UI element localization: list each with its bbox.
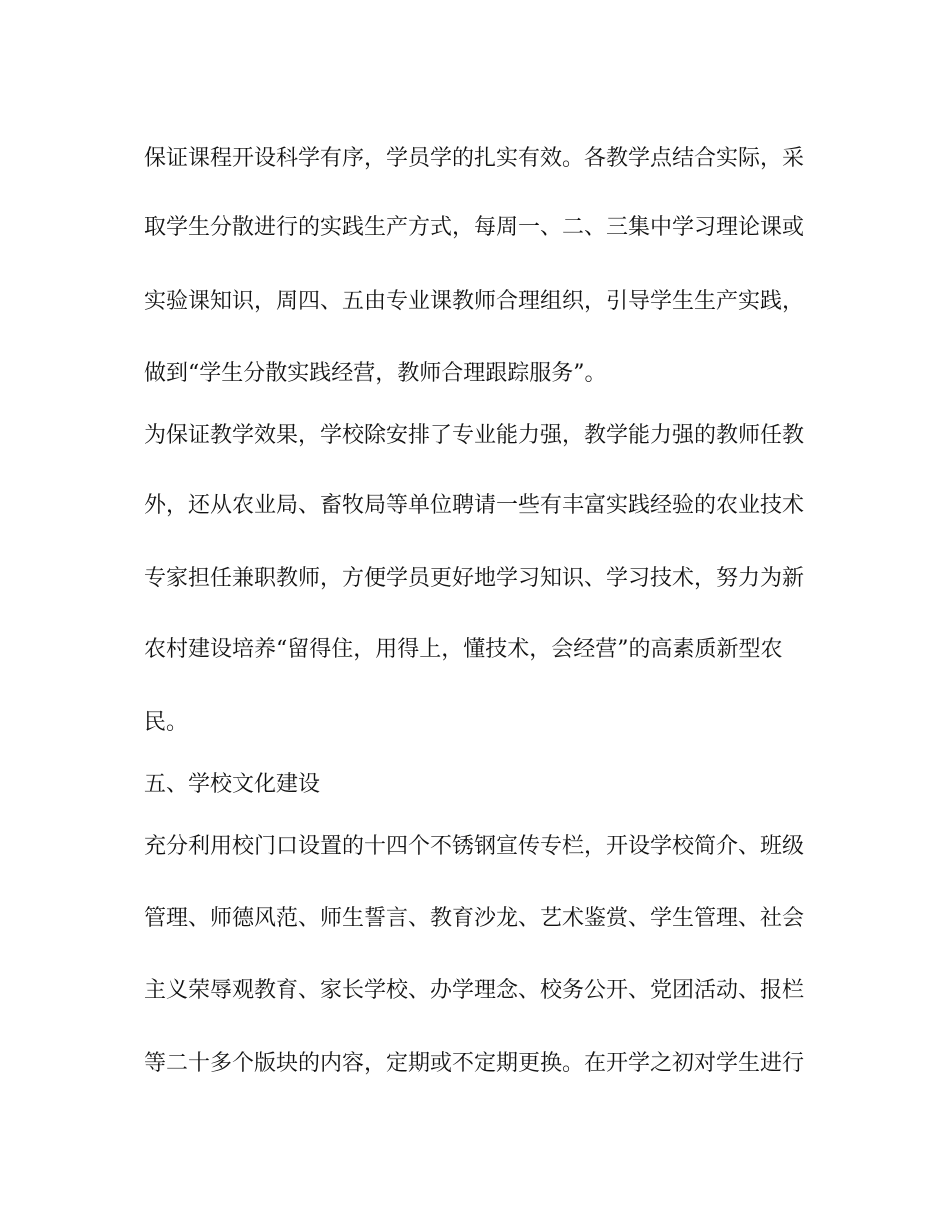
paragraph-line: 民。	[144, 710, 189, 735]
paragraph-line: 取学生分散进行的实践生产方式，每周一、二、三集中学习理论课或	[144, 215, 804, 240]
paragraph-line: 外，还从农业局、畜牧局等单位聘请一些有丰富实践经验的农业技术	[144, 493, 804, 518]
paragraph-line: 保证课程开设科学有序，学员学的扎实有效。各教学点结合实际，采	[144, 146, 804, 171]
section-heading: 五、学校文化建设	[144, 772, 321, 797]
paragraph-line: 主义荣辱观教育、家长学校、办学理念、校务公开、党团活动、报栏	[144, 978, 804, 1003]
paragraph-line: 专家担任兼职教师，方便学员更好地学习知识、学习技术，努力为新	[144, 566, 804, 591]
paragraph-line: 为保证教学效果，学校除安排了专业能力强，教学能力强的教师任教	[144, 423, 804, 448]
paragraph-line: 做到“学生分散实践经营，教师合理跟踪服务”。	[144, 361, 607, 386]
paragraph-line: 等二十多个版块的内容，定期或不定期更换。在开学之初对学生进行	[144, 1051, 804, 1076]
paragraph-line: 实验课知识，周四、五由专业课教师合理组织，引导学生生产实践，	[144, 289, 804, 314]
paragraph-line: 管理、师德风范、师生誓言、教育沙龙、艺术鉴赏、学生管理、社会	[144, 906, 804, 931]
paragraph-line: 充分利用校门口设置的十四个不锈钢宣传专栏，开设学校简介、班级	[144, 834, 804, 859]
paragraph-line: 农村建设培养“留得住，用得上，懂技术，会经营”的高素质新型农	[144, 637, 783, 662]
